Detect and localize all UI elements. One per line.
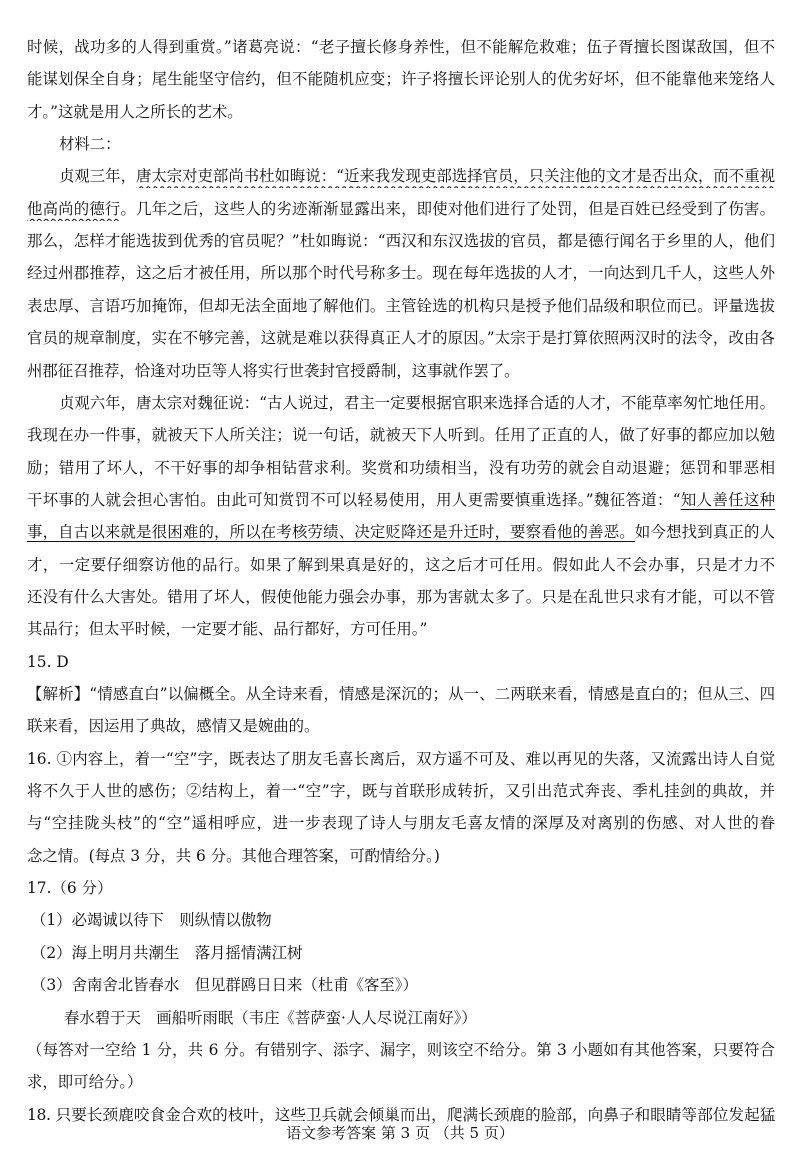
text-line xyxy=(27,261,775,285)
text-segment: 春水碧于天 画船听雨眠（韦庄《菩萨蛮·人人尽说江南好》） xyxy=(64,1008,477,1027)
text-segment: 18. 只要长颈鹿咬食金合欢的枝叶，这些卫兵就会倾巢而出，爬满长颈鹿的脸部，向鼻子和眼睛等部位发起猛 xyxy=(27,1105,775,1124)
text-segment: 求，即可给分。） xyxy=(27,1073,143,1092)
text-line xyxy=(31,941,779,965)
text-segment: 才。”这就是用人之所长的艺术。 xyxy=(27,102,243,121)
text-segment: 【解析】“情感直白”以偏概全。从全诗来看，情感是深沉的；从一、二两联来看，情感是直白的；但从三、四 xyxy=(27,685,775,703)
text-line xyxy=(27,326,775,350)
text-line xyxy=(59,132,775,156)
text-line xyxy=(27,714,775,738)
text-line xyxy=(27,747,775,771)
text-line xyxy=(27,1038,775,1062)
text-segment: 励；错用了坏人，不干好事的却争相钻营求利。奖赏和功绩相当，没有功劳的就会自动退避；惩罚和罪恶相 xyxy=(27,458,775,477)
underlined-text: 事，自古以来就是很困难的，所以在考核劳绩、决定贬降还是升迁时，要察看他的善恶。 xyxy=(27,523,635,542)
text-segment: 。几年之后，这些人的劣迹渐渐显露出来，即使对他们进行了处罚，但是百姓已经受到了伤害。 xyxy=(120,199,775,218)
underlined-text: 知人善任这种 xyxy=(680,490,775,509)
text-line xyxy=(27,294,775,318)
text-segment: 表忠厚、言语巧加掩饰，但却无法全面地了解他们。主管铨选的机构只是授予他们品级和职位而已。评量选拔 xyxy=(27,296,775,315)
text-line xyxy=(59,164,775,188)
text-line xyxy=(27,876,775,900)
text-segment: 还没有什么大害处。错用了坏人，假使他能力强会办事，那为害就太多了。只是在乱世只求有才能，可以不管 xyxy=(27,587,775,606)
text-line xyxy=(27,359,775,383)
text-line xyxy=(31,973,779,997)
text-segment: 我现在办一件事，就被天下人所关注；说一句话，就被天下人听到。任用了正直的人，做了好事的都应加以勉 xyxy=(27,426,775,445)
text-segment: 17.（6 分） xyxy=(27,879,113,898)
text-line xyxy=(27,197,775,221)
text-segment: 官员的规章制度，实在不够完善，这就是难以获得真正人才的原因。”太宗于是打算依照两汉时的法令，改由各 xyxy=(27,329,775,348)
text-line xyxy=(27,779,775,803)
text-line xyxy=(27,423,775,447)
text-segment: （2）海上明月共潮生 落月摇情满江树 xyxy=(31,943,303,962)
text-line xyxy=(27,456,775,480)
text-line xyxy=(27,100,775,124)
text-segment: 那么，怎样才能选拔到优秀的官员呢？”杜如晦说：“西汉和东汉选拔的官员，都是德行闻名于乡里的人，他们 xyxy=(27,232,775,251)
text-segment: 15. D xyxy=(27,652,69,671)
text-segment: （每答对一空给 1 分，共 6 分。有错别字、添字、漏字，则该空不给分。第 3 小题如有其他答案，只要符合 xyxy=(27,1040,775,1059)
text-line xyxy=(31,908,779,932)
text-line xyxy=(27,650,775,674)
text-line xyxy=(27,520,775,544)
text-line xyxy=(27,844,775,868)
text-segment: 联来看，因运用了典故，感情又是婉曲的。 xyxy=(27,717,320,736)
text-segment: 如今想找到真正的人 xyxy=(634,523,775,542)
text-segment: 16. ①内容上，着一“空”字，既表达了朋友毛喜长离后，双方遥不可及、难以再见的失落，又流露出诗人自觉 xyxy=(27,749,775,768)
text-segment: 才，一定要仔细察访他的品行。如果了解到果真是好的，这之后才可任用。假如此人不会办事，只是才力不 xyxy=(27,555,775,574)
underlined-text: 他高尚的德行 xyxy=(27,199,121,218)
text-segment: 能谋划保全自身；尾生能坚守信约，但不能随机应变；许子将擅长评论别人的优劣好坏，但不能靠他来笼络人 xyxy=(27,70,775,89)
page-footer: 语文参考答案 第 3 页 （共 5 页） xyxy=(286,1124,514,1142)
text-line xyxy=(27,553,775,577)
text-line xyxy=(27,1070,775,1094)
text-segment: 念之情。(每点 3 分，共 6 分。其他合理答案，可酌情给分。) xyxy=(27,846,440,865)
text-line xyxy=(27,35,775,59)
text-segment: 将不久于人世的感伤；②结构上，着一“空”字，既与首联形成转折，又引出范式奔丧、季札挂剑的典故，并 xyxy=(27,782,775,801)
text-segment: 贞观六年，唐太宗对魏征说：“古人说过，君主一定要根据官职来选择合适的人才，不能草率匆忙地任用。 xyxy=(59,393,775,412)
text-line xyxy=(27,811,775,835)
text-segment: （1）必竭诚以待下 则纵情以傲物 xyxy=(31,911,272,930)
text-line xyxy=(59,391,775,415)
text-line xyxy=(27,67,775,91)
text-line xyxy=(27,617,775,641)
text-segment: （3）舍南舍北皆春水 但见群鸥日日来（杜甫《客至》） xyxy=(31,976,418,995)
text-line xyxy=(27,488,775,512)
text-line xyxy=(27,682,775,706)
text-line xyxy=(64,1006,800,1030)
text-line xyxy=(27,585,775,609)
text-segment: 材料二： xyxy=(59,135,121,154)
text-segment: 州郡征召推荐，恰逢对功臣等人将实行世袭封官授爵制，这事就作罢了。 xyxy=(27,361,520,380)
text-segment: 贞观三年， xyxy=(59,167,136,186)
underlined-text: 唐太宗对吏部尚书杜如晦说：“近来我发现吏部选择官员，只关注他的文才是否出众，而不重视 xyxy=(135,167,775,186)
text-line xyxy=(27,229,775,253)
text-segment: 干坏事的人就会担心害怕。由此可知赏罚不可以轻易使用，用人更需要慎重选择。”魏征答道：“ xyxy=(27,490,681,509)
text-segment: 与“空挂陇头枝”的“空”遥相呼应，进一步表现了诗人与朋友毛喜友情的深厚及对离别的伤感、对人世的眷 xyxy=(27,814,775,833)
text-segment: 时候，战功多的人得到重赏。”诸葛亮说：“老子擅长修身养性，但不能解危救难；伍子胥擅长图谋敌国，但不 xyxy=(27,38,775,56)
text-segment: 其品行；但太平时候，一定要才能、品行都好，方可任用。” xyxy=(27,620,428,639)
text-segment: 经过州郡推荐，这之后才被任用，所以那个时代号称多士。现在每年选拔的人才，一向达到几千人，这些人外 xyxy=(27,264,775,283)
